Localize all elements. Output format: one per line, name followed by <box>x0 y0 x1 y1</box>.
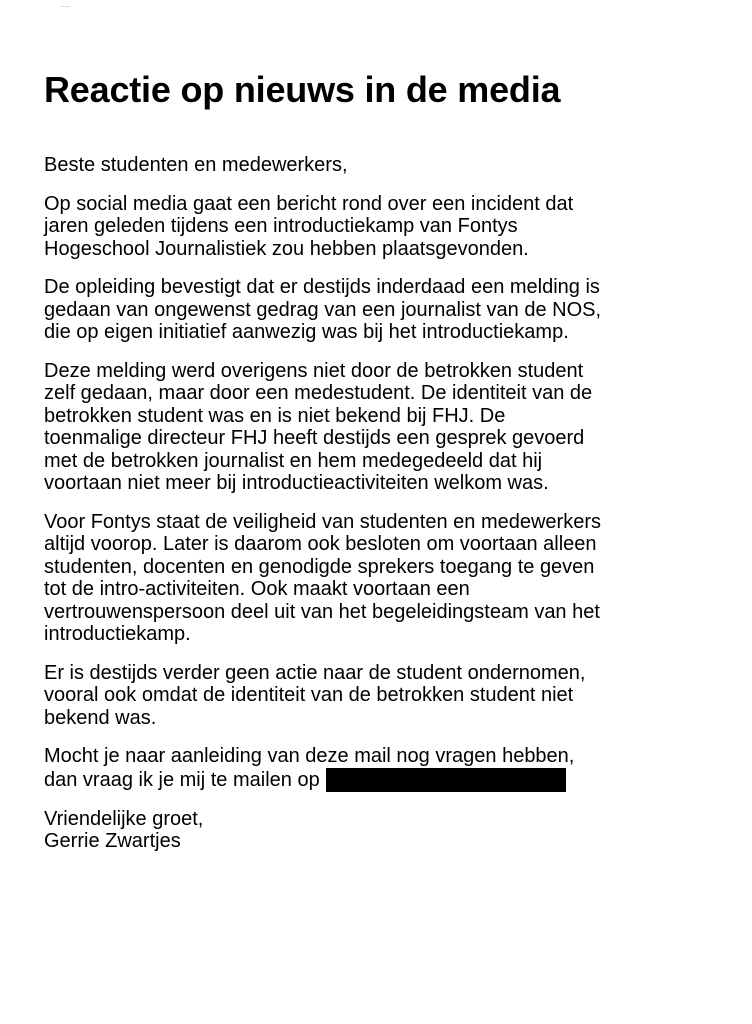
paragraph-incident <box>44 193 724 261</box>
paragraph-line: toenmalige directeur FHJ heeft destijds een gesprek gevoerd <box>44 427 585 449</box>
paragraph-report <box>44 360 724 495</box>
paragraph-line: voortaan niet meer bij introductieactiviteiten welkom was. <box>44 472 549 494</box>
paragraph-line: zelf gedaan, maar door een medestudent. De identiteit van de <box>44 382 593 404</box>
signoff <box>44 808 724 853</box>
paragraph-line: Op social media gaat een bericht rond over een incident dat <box>44 192 574 215</box>
paragraph-line: vertrouwenspersoon deel uit van het begeleidingsteam van het <box>44 600 600 623</box>
paragraph-line: studenten, docenten en genodigde sprekers toegang te geven <box>44 555 595 578</box>
greeting-line: Beste studenten en medewerkers, <box>44 154 348 176</box>
paragraph-no-action <box>44 662 724 730</box>
document-page <box>44 66 724 853</box>
paragraph-line: tot de intro-activiteiten. Ook maakt voortaan een <box>44 578 470 600</box>
paragraph-line: Hogeschool Journalistiek zou hebben plaatsgevonden. <box>44 237 529 260</box>
paragraph-line: die op eigen initiatief aanwezig was bij het introductiekamp. <box>44 321 569 343</box>
paragraph-confirmation <box>44 276 724 344</box>
paragraph-safety <box>44 511 724 646</box>
paragraph-line: jaren geleden tijdens een introductiekamp van Fontys <box>44 215 518 237</box>
paragraph-line: Mocht je naar aanleiding van deze mail nog vragen hebben, <box>44 745 575 767</box>
redacted-email-block <box>326 768 566 792</box>
signoff-name: Gerrie Zwartjes <box>44 830 181 852</box>
paragraph-line: vooral ook omdat de identiteit van de betrokken student niet <box>44 684 574 706</box>
corner-mark <box>60 6 70 7</box>
paragraph-line: betrokken student was en is niet bekend bij FHJ. De <box>44 404 506 427</box>
paragraph-line: Er is destijds verder geen actie naar de student ondernomen, <box>44 661 586 684</box>
paragraph-line: Deze melding werd overigens niet door de betrokken student <box>44 359 584 382</box>
paragraph-line: met de betrokken journalist en hem medegedeeld dat hij <box>44 449 543 472</box>
paragraph-line: De opleiding bevestigt dat er destijds inderdaad een melding is <box>44 276 600 298</box>
signoff-regards: Vriendelijke groet, <box>44 807 204 830</box>
contact-line <box>44 768 724 792</box>
contact-text: dan vraag ik je mij te mailen op <box>44 768 320 791</box>
paragraph-line: bekend was. <box>44 706 157 729</box>
paragraph-line: altijd voorop. Later is daarom ook besloten om voortaan alleen <box>44 533 597 555</box>
paragraph-line: introductiekamp. <box>44 623 191 645</box>
paragraph-contact <box>44 745 724 792</box>
paragraph-line: Voor Fontys staat de veiligheid van studenten en medewerkers <box>44 510 601 533</box>
greeting <box>44 154 724 177</box>
page-title: Reactie op nieuws in de media <box>44 69 561 110</box>
paragraph-line: gedaan van ongewenst gedrag van een journalist van de NOS, <box>44 298 602 321</box>
